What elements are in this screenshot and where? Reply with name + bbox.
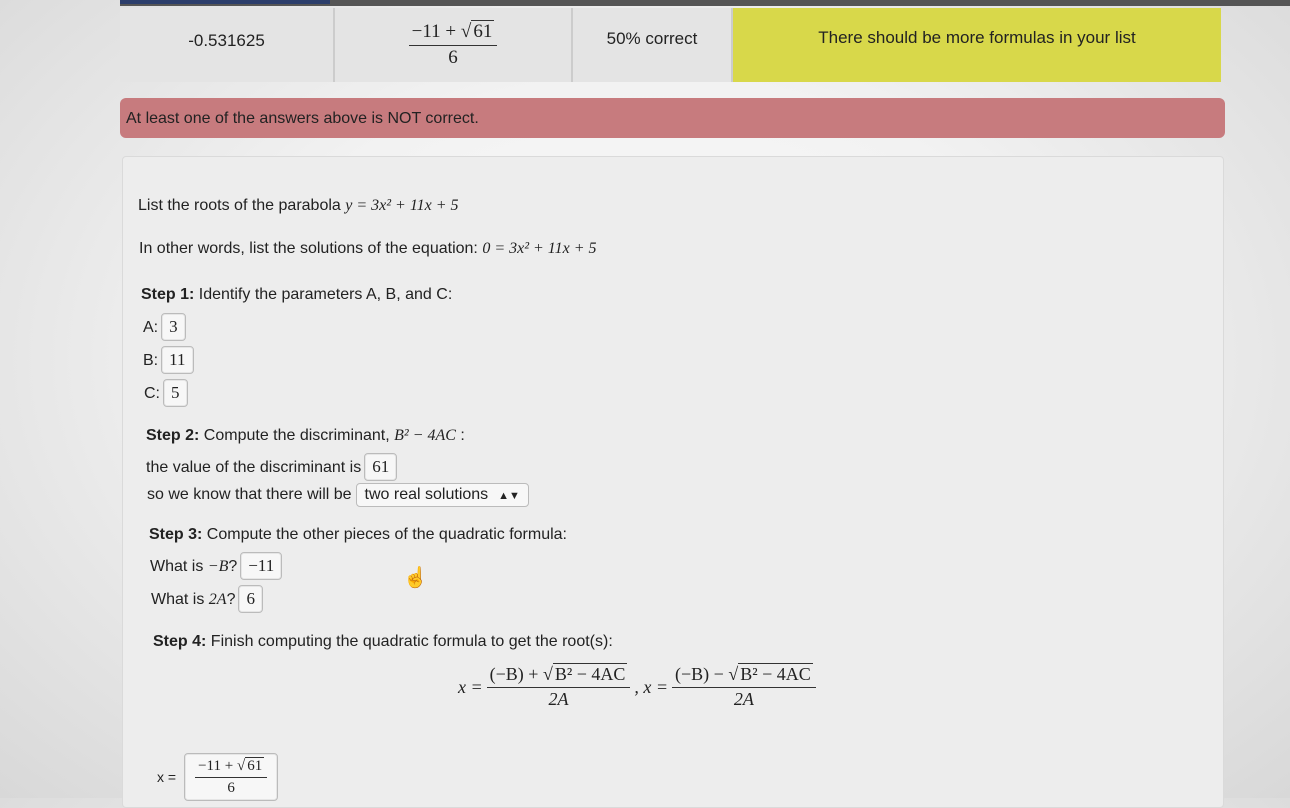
param-b-input[interactable]: 11 <box>161 346 193 374</box>
parabola-equation: y = 3x² + 11x + 5 <box>345 197 459 214</box>
result-message: There should be more formulas in your list <box>733 8 1221 82</box>
step3-heading: Step 3: Compute the other pieces of the quadratic formula: <box>149 526 567 543</box>
problem-line-2: In other words, list the solutions of the equation: 0 = 3x² + 11x + 5 <box>139 240 597 257</box>
neg-b-input[interactable]: −11 <box>240 552 282 580</box>
hand-cursor-icon: ☝ <box>403 567 428 589</box>
param-a-input[interactable]: 3 <box>161 313 186 341</box>
root-answer-row <box>157 753 278 801</box>
param-a-row <box>143 313 186 341</box>
param-a-label: A: <box>143 319 159 336</box>
result-fraction-den: 6 <box>448 46 458 68</box>
root-answer-label: x = <box>157 769 177 785</box>
step2-heading: Step 2: Compute the discriminant, B² − 4AC : <box>146 427 465 444</box>
step1-heading: Step 1: Identify the parameters A, B, and C: <box>141 286 453 303</box>
problem-line-1: List the roots of the parabola y = 3x² + 11x + 5 <box>138 197 459 214</box>
solutions-label: so we know that there will be <box>147 486 352 503</box>
select-arrows-icon: ▲▼ <box>498 490 520 502</box>
top-strip <box>120 0 1290 6</box>
result-fraction-expr: $\frac{-11 + √ 61}{6}$ <box>409 22 498 69</box>
problem-panel <box>122 156 1224 808</box>
result-fraction-radicand: 61 <box>473 20 493 42</box>
incorrect-alert: At least one of the answers above is NOT correct. <box>120 98 1225 138</box>
param-c-row <box>144 379 188 407</box>
param-c-input[interactable]: 5 <box>163 379 188 407</box>
param-c-label: C: <box>144 385 160 402</box>
two-a-input[interactable]: 6 <box>238 585 263 613</box>
results-row <box>120 8 1221 82</box>
step4-heading: Step 4: Finish computing the quadratic formula to get the root(s): <box>153 633 613 650</box>
quadratic-equation: 0 = 3x² + 11x + 5 <box>482 240 597 257</box>
solutions-row <box>147 483 529 507</box>
discriminant-row <box>146 453 397 481</box>
result-decimal: -0.531625 <box>120 8 335 82</box>
result-score: 50% correct <box>573 8 733 82</box>
two-a-row: What is 2A? 6 <box>151 585 263 613</box>
result-fraction-num: −11 + <box>411 20 461 42</box>
discriminant-input[interactable]: 61 <box>364 453 397 481</box>
param-b-label: B: <box>143 352 159 369</box>
result-fraction <box>335 8 573 82</box>
discriminant-formula: B² − 4AC <box>394 427 456 444</box>
param-b-row <box>143 346 194 374</box>
neg-b-row: What is −B? −11 <box>150 552 282 580</box>
discriminant-label: the value of the discriminant is <box>146 459 362 476</box>
quadratic-formula: x = $\frac{\text{(−B) + √ B² − 4AC}}{2A}$ , x = $\frac{\text{(−B) − √ B² − 4AC}}{2A}$ <box>458 665 820 710</box>
root-answer-input[interactable]: $\frac{-11 + √ 61}{6}$ <box>184 753 278 801</box>
top-strip-segment <box>120 0 330 4</box>
solutions-select[interactable]: two real solutions ▲▼ <box>356 483 529 507</box>
